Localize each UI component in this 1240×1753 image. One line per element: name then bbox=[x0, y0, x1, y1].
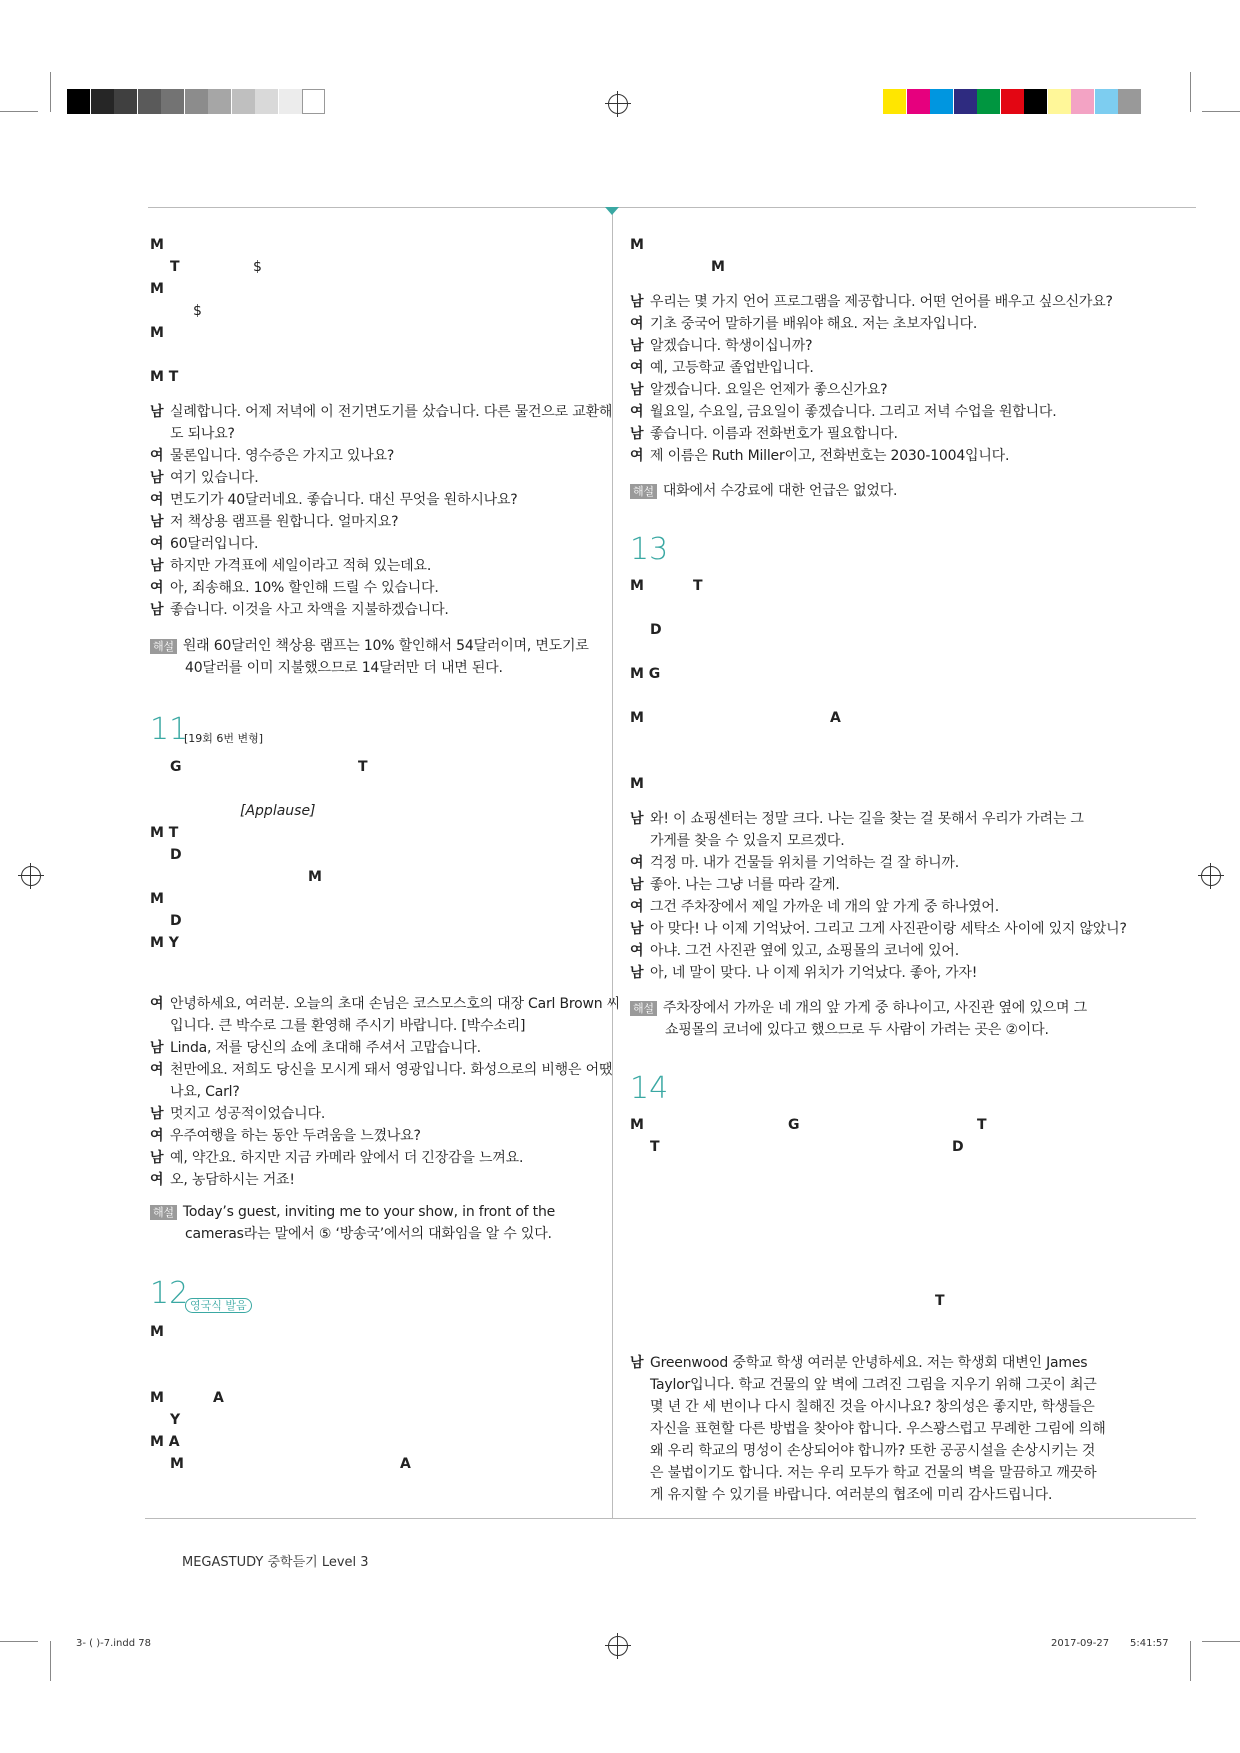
dialog-text: 와! 이 쇼핑센터는 정말 크다. 나는 길을 찾는 걸 못해서 우리가 가려는 그 bbox=[650, 811, 1084, 827]
color-swatch bbox=[302, 89, 325, 114]
speaker-label: 여 bbox=[150, 1128, 164, 1144]
dialog-line bbox=[630, 380, 887, 400]
speaker-label: 남 bbox=[630, 921, 644, 937]
color-swatch bbox=[1071, 89, 1094, 114]
fragment: $ bbox=[193, 303, 202, 319]
speaker-label: 남 bbox=[630, 877, 644, 893]
dialog-text: 걱정 마. 내가 건물들 위치를 기억하는 걸 잘 하니까. bbox=[650, 855, 959, 871]
dialog-line bbox=[150, 424, 235, 444]
dialog-line bbox=[630, 446, 1009, 466]
dialog-text: 좋아. 나는 그냥 너를 따라 갈게. bbox=[650, 877, 840, 893]
fragment: M bbox=[630, 776, 644, 792]
speaker-label: 남 bbox=[150, 514, 164, 530]
dialog-text: 알겠습니다. 학생이십니까? bbox=[650, 338, 813, 354]
speaker-label: 여 bbox=[630, 360, 644, 376]
fragment: G bbox=[788, 1117, 800, 1133]
dialog-line bbox=[630, 292, 1113, 312]
registration-mark-icon bbox=[21, 866, 41, 886]
fragment: M bbox=[630, 1117, 644, 1133]
fragment: M bbox=[150, 891, 164, 907]
speaker-label: 남 bbox=[150, 558, 164, 574]
fragment: M bbox=[150, 281, 164, 297]
crop-mark bbox=[50, 72, 51, 112]
dialog-line bbox=[150, 1038, 481, 1058]
speaker-label: 여 bbox=[630, 404, 644, 420]
speaker-label: 남 bbox=[150, 404, 164, 420]
fragment: D bbox=[952, 1139, 964, 1155]
color-swatch bbox=[954, 89, 977, 114]
color-swatch bbox=[1024, 89, 1047, 114]
fragment: M bbox=[630, 710, 644, 726]
speaker-label: 여 bbox=[630, 448, 644, 464]
dialog-line bbox=[630, 941, 959, 961]
speaker-label: 여 bbox=[150, 1172, 164, 1188]
dialog-text: 물론입니다. 영수증은 가지고 있나요? bbox=[170, 448, 395, 464]
speaker-label: 여 bbox=[150, 536, 164, 552]
top-rule bbox=[148, 207, 1196, 208]
dialog-line bbox=[150, 1148, 523, 1168]
dialog-text: 면도기가 40달러네요. 좋습니다. 대신 무엇을 원하시나요? bbox=[170, 492, 518, 508]
dialog-text: 좋습니다. 이름과 전화번호가 필요합니다. bbox=[650, 426, 898, 442]
fragment: M T bbox=[150, 369, 179, 385]
registration-mark-icon bbox=[1201, 866, 1221, 886]
dialog-line bbox=[150, 446, 394, 466]
fragment: M bbox=[630, 237, 644, 253]
dialog-line bbox=[150, 994, 620, 1014]
dialog-line bbox=[150, 1170, 295, 1190]
dialog-line bbox=[630, 1419, 1106, 1439]
color-swatch bbox=[255, 89, 278, 114]
dialog-text: 아, 죄송해요. 10% 할인해 드릴 수 있습니다. bbox=[170, 580, 439, 596]
question-tag: 영국식 발음 bbox=[185, 1298, 252, 1313]
crop-mark bbox=[1190, 72, 1191, 112]
fragment: T bbox=[977, 1117, 987, 1133]
dialog-line bbox=[630, 314, 977, 334]
speaker-label: 남 bbox=[150, 1040, 164, 1056]
dialog-text: 아, 네 말이 맞다. 나 이제 위치가 기억났다. 좋아, 가자! bbox=[650, 965, 978, 981]
color-swatch bbox=[161, 89, 184, 114]
question-number: 11 bbox=[150, 712, 189, 747]
fragment: D bbox=[650, 622, 662, 638]
speaker-label: 여 bbox=[630, 316, 644, 332]
dialog-text: 월요일, 수요일, 금요일이 좋겠습니다. 그리고 저녁 수업을 원합니다. bbox=[650, 404, 1057, 420]
file-name: 3- ( )-7.indd 78 bbox=[76, 1638, 151, 1649]
dialog-text: 알겠습니다. 요일은 언제가 좋으신가요? bbox=[650, 382, 888, 398]
crop-mark bbox=[1202, 1641, 1240, 1642]
dialog-text: 제 이름은 Ruth Miller이고, 전화번호는 2030-1004입니다. bbox=[650, 448, 1010, 464]
dialog-text: 도 되나요? bbox=[170, 426, 235, 442]
registration-mark-icon bbox=[608, 94, 628, 114]
crop-mark bbox=[1190, 1641, 1191, 1681]
fragment: M bbox=[150, 325, 164, 341]
fragment: M bbox=[170, 1456, 184, 1472]
q12-explanation: 해설 대화에서 수강료에 대한 언급은 없었다. bbox=[630, 481, 897, 501]
speaker-label: 남 bbox=[630, 294, 644, 310]
speaker-label: 여 bbox=[150, 448, 164, 464]
fragment: A bbox=[213, 1390, 224, 1406]
color-swatch bbox=[185, 89, 208, 114]
speaker-label: 여 bbox=[630, 943, 644, 959]
crop-mark bbox=[0, 1641, 38, 1642]
dialog-line bbox=[150, 512, 398, 532]
registration-mark-icon bbox=[608, 1636, 628, 1656]
speaker-label: 여 bbox=[150, 996, 164, 1012]
dialog-text: 몇 년 간 세 번이나 다시 칠해진 것을 아시나요? 창의성은 좋지만, 학생들은 bbox=[650, 1399, 1095, 1415]
dialog-line bbox=[630, 336, 812, 356]
dialog-text: 안녕하세요, 여러분. 오늘의 초대 손님은 코스모스호의 대장 Carl Brown 씨 bbox=[170, 996, 620, 1012]
print-time: 5:41:57 bbox=[1130, 1638, 1169, 1649]
dialog-line bbox=[630, 897, 999, 917]
color-swatch bbox=[1095, 89, 1118, 114]
dialog-line bbox=[630, 1441, 1095, 1461]
top-marker-icon bbox=[605, 207, 619, 215]
explanation-tag: 해설 bbox=[150, 1205, 177, 1220]
dialog-text: 아 맞다! 나 이제 기억났어. 그리고 그게 사진관이랑 세탁소 사이에 있지 않았니? bbox=[650, 921, 1127, 937]
dialog-text: 실례합니다. 어제 저녁에 이 전기면도기를 샀습니다. 다른 물건으로 교환해 bbox=[170, 404, 613, 420]
bottom-rule bbox=[145, 1518, 1196, 1519]
dialog-line bbox=[150, 600, 449, 620]
question-number: 12 bbox=[150, 1276, 189, 1311]
speaker-label: 남 bbox=[150, 1106, 164, 1122]
crop-mark bbox=[0, 111, 38, 112]
dialog-text: 60달러입니다. bbox=[170, 536, 259, 552]
dialog-text: 좋습니다. 이것을 사고 차액을 지불하겠습니다. bbox=[170, 602, 449, 618]
dialog-line bbox=[630, 809, 1084, 829]
speaker-label: 여 bbox=[630, 899, 644, 915]
book-title: MEGASTUDY 중학듣기 Level 3 bbox=[182, 1555, 369, 1570]
speaker-label: 남 bbox=[150, 602, 164, 618]
dialog-text: 저 책상용 램프를 원합니다. 얼마지요? bbox=[170, 514, 399, 530]
color-swatch bbox=[930, 89, 953, 114]
dialog-line bbox=[630, 1397, 1095, 1417]
fragment: M bbox=[711, 259, 725, 275]
dialog-text: 왜 우리 학교의 명성이 손상되어야 합니까? 또한 공공시설을 손상시키는 것 bbox=[650, 1443, 1096, 1459]
question-number: 14 bbox=[630, 1071, 669, 1106]
dialog-text: 우리는 몇 가지 언어 프로그램을 제공합니다. 어떤 언어를 배우고 싶으신가요? bbox=[650, 294, 1113, 310]
dialog-line bbox=[630, 1353, 1087, 1373]
dialog-text: Greenwood 중학교 학생 여러분 안녕하세요. 저는 학생회 대변인 James bbox=[650, 1355, 1088, 1371]
fragment: A bbox=[400, 1456, 411, 1472]
dialog-line bbox=[150, 578, 439, 598]
dialog-text: 예, 약간요. 하지만 지금 카메라 앞에서 더 긴장감을 느껴요. bbox=[170, 1150, 524, 1166]
speaker-label: 남 bbox=[150, 470, 164, 486]
color-swatch bbox=[977, 89, 1000, 114]
dialog-line bbox=[150, 1060, 612, 1080]
dialog-line bbox=[630, 831, 844, 851]
dialog-text: 가게를 찾을 수 있을지 모르겠다. bbox=[650, 833, 845, 849]
dialog-line bbox=[630, 358, 814, 378]
speaker-label: 남 bbox=[630, 1355, 644, 1371]
explanation-tag: 해설 bbox=[630, 1001, 657, 1016]
dialog-line bbox=[150, 1126, 421, 1146]
fragment: M bbox=[308, 869, 322, 885]
speaker-label: 남 bbox=[630, 338, 644, 354]
dialog-text: 아냐. 그건 사진관 옆에 있고, 쇼핑몰의 코너에 있어. bbox=[650, 943, 959, 959]
dialog-text: 기초 중국어 말하기를 배워야 해요. 저는 초보자입니다. bbox=[650, 316, 978, 332]
dialog-text: 여기 있습니다. bbox=[170, 470, 259, 486]
dialog-text: 그건 주차장에서 제일 가까운 네 개의 앞 가게 중 하나였어. bbox=[650, 899, 999, 915]
explanation-tag: 해설 bbox=[150, 639, 177, 654]
fragment: A bbox=[830, 710, 841, 726]
dialog-text: 예, 고등학교 졸업반입니다. bbox=[650, 360, 814, 376]
color-swatch bbox=[67, 89, 90, 114]
fragment: M bbox=[150, 237, 164, 253]
fragment: [Applause] bbox=[240, 803, 316, 819]
crop-mark bbox=[50, 1641, 51, 1681]
dialog-line bbox=[630, 1485, 1052, 1505]
fragment: T bbox=[693, 578, 703, 594]
dialog-line bbox=[150, 490, 518, 510]
color-swatch bbox=[91, 89, 114, 114]
fragment: D bbox=[170, 913, 182, 929]
dialog-line bbox=[150, 1082, 240, 1102]
color-swatch bbox=[1001, 89, 1024, 114]
speaker-label: 남 bbox=[630, 382, 644, 398]
speaker-label: 여 bbox=[150, 1062, 164, 1078]
color-swatch bbox=[208, 89, 231, 114]
dialog-line bbox=[150, 468, 258, 488]
speaker-label: 남 bbox=[630, 426, 644, 442]
fragment: T bbox=[358, 759, 368, 775]
speaker-label: 남 bbox=[150, 1150, 164, 1166]
fragment: M T bbox=[150, 825, 179, 841]
fragment: Y bbox=[170, 1412, 181, 1428]
q13-explanation: 해설 주차장에서 가까운 네 개의 앞 가게 중 하나이고, 사진관 옆에 있으며 그 bbox=[630, 998, 1087, 1018]
dialog-text: 자신을 표현할 다른 방법을 찾아야 합니다. 우스꽝스럽고 무례한 그림에 의해 bbox=[650, 1421, 1106, 1437]
dialog-line bbox=[150, 556, 431, 576]
explanation-tag: 해설 bbox=[630, 484, 657, 499]
dialog-line bbox=[150, 1104, 325, 1124]
dialog-line bbox=[630, 402, 1057, 422]
dialog-line bbox=[150, 402, 612, 422]
fragment: T bbox=[650, 1139, 660, 1155]
fragment: M bbox=[150, 1390, 164, 1406]
fragment: D bbox=[170, 847, 182, 863]
fragment: $ bbox=[253, 259, 262, 275]
color-swatch bbox=[279, 89, 302, 114]
dialog-text: 우주여행을 하는 동안 두려움을 느꼈나요? bbox=[170, 1128, 421, 1144]
fragment: M A bbox=[150, 1434, 180, 1450]
dialog-text: 오, 농담하시는 거죠! bbox=[170, 1172, 295, 1188]
fragment: T bbox=[170, 259, 180, 275]
dialog-line bbox=[630, 875, 840, 895]
speaker-label: 남 bbox=[630, 965, 644, 981]
fragment: M bbox=[150, 1324, 164, 1340]
color-swatch bbox=[232, 89, 255, 114]
color-swatch bbox=[883, 89, 906, 114]
dialog-text: 은 불법이기도 합니다. 저는 우리 모두가 학교 건물의 벽을 말끔하고 깨끗하 bbox=[650, 1465, 1097, 1481]
fragment: G bbox=[170, 759, 182, 775]
fragment: T bbox=[935, 1293, 945, 1309]
color-swatch bbox=[138, 89, 161, 114]
question-number: 13 bbox=[630, 532, 669, 567]
speaker-label: 남 bbox=[630, 811, 644, 827]
dialog-line bbox=[630, 853, 959, 873]
dialog-line bbox=[630, 1375, 1097, 1395]
dialog-line bbox=[150, 534, 258, 554]
dialog-text: 천만에요. 저희도 당신을 모시게 돼서 영광입니다. 화성으로의 비행은 어땠 bbox=[170, 1062, 613, 1078]
dialog-line bbox=[630, 963, 977, 983]
fragment: M Y bbox=[150, 935, 179, 951]
q10-explanation-line: 40달러를 이미 지불했으므로 14달러만 더 내면 된다. bbox=[185, 660, 503, 676]
color-swatch bbox=[1048, 89, 1071, 114]
dialog-text: 하지만 가격표에 세일이라고 적혀 있는데요. bbox=[170, 558, 432, 574]
dialog-text: Taylor입니다. 학교 건물의 앞 벽에 그려진 그림을 지우기 위해 그곳이 최근 bbox=[650, 1377, 1097, 1393]
dialog-line bbox=[630, 1463, 1096, 1483]
speaker-label: 여 bbox=[150, 492, 164, 508]
q11-explanation-line: cameras라는 말에서 ⑤ ‘방송국’에서의 대화임을 알 수 있다. bbox=[185, 1226, 552, 1242]
speaker-label: 여 bbox=[630, 855, 644, 871]
question-tag: [19회 6번 변형] bbox=[184, 732, 264, 745]
color-swatch bbox=[114, 89, 137, 114]
dialog-line bbox=[630, 919, 1127, 939]
dialog-text: 게 유지할 수 있기를 바랍니다. 여러분의 협조에 미리 감사드립니다. bbox=[650, 1487, 1053, 1503]
q10-explanation: 해설 원래 60달러인 책상용 램프는 10% 할인해서 54달러이며, 면도기로 bbox=[150, 636, 589, 656]
print-date: 2017-09-27 bbox=[1051, 1638, 1110, 1649]
q11-explanation: 해설 Today’s guest, inviting me to your show, in front of the bbox=[150, 1202, 555, 1222]
dialog-text: 입니다. 큰 박수로 그를 환영해 주시기 바랍니다. [박수소리] bbox=[170, 1018, 526, 1034]
color-swatch bbox=[907, 89, 930, 114]
color-swatch bbox=[1118, 89, 1141, 114]
q13-explanation-line: 쇼핑몰의 코너에 있다고 했으므로 두 사람이 가려는 곳은 ②이다. bbox=[665, 1022, 1049, 1038]
speaker-label: 여 bbox=[150, 580, 164, 596]
crop-mark bbox=[1202, 111, 1240, 112]
dialog-text: 멋지고 성공적이었습니다. bbox=[170, 1106, 326, 1122]
dialog-line bbox=[630, 424, 898, 444]
dialog-line bbox=[150, 1016, 525, 1036]
dialog-text: 나요, Carl? bbox=[170, 1084, 240, 1100]
dialog-text: Linda, 저를 당신의 쇼에 초대해 주셔서 고맙습니다. bbox=[170, 1040, 481, 1056]
fragment: M G bbox=[630, 666, 661, 682]
fragment: M bbox=[630, 578, 644, 594]
